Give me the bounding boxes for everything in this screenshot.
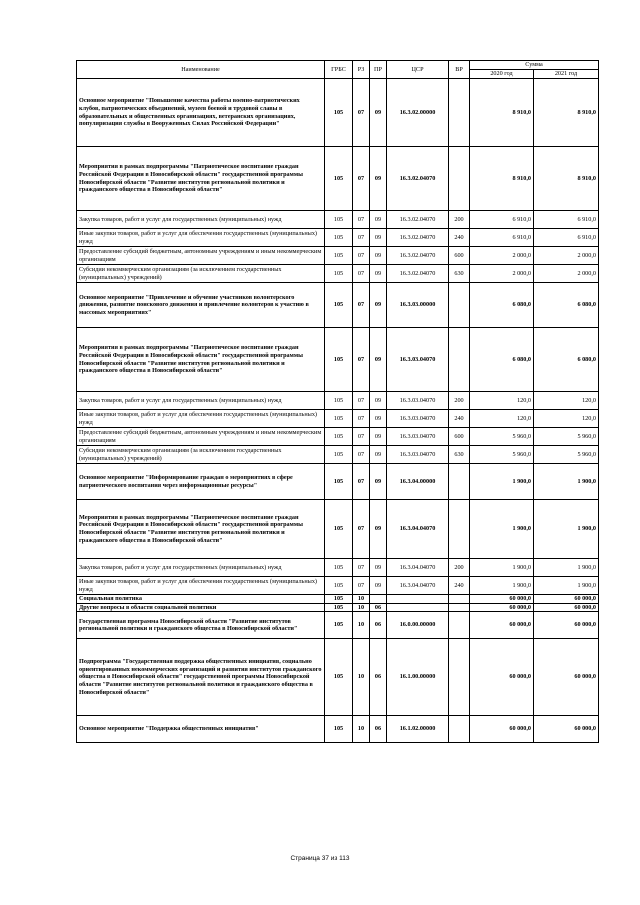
cell-rz: 10 [353,603,370,612]
cell-csr: 16.1.02.00000 [387,716,449,743]
cell-pr: 09 [370,229,387,247]
cell-grbs: 105 [325,639,353,716]
cell-grbs: 105 [325,446,353,464]
cell-sum-2021: 6 910,0 [534,211,599,229]
cell-name: Субсидии некоммерческим организациям (за исключением государственных (муниципальных) учреждений) [77,446,325,464]
cell-name: Другие вопросы в области социальной политики [77,603,325,612]
cell-grbs: 105 [325,147,353,211]
cell-vr: 630 [449,265,470,283]
cell-name: Мероприятия в рамках подпрограммы "Патриотическое воспитание граждан Российской Федерации в Новосибирской области" государственной программы Новосибирской области "Развитие институтов региональной политики и гражданского общества в Новосибирской области" [77,328,325,392]
cell-sum-2021: 120,0 [534,392,599,410]
cell-grbs: 105 [325,79,353,147]
cell-sum-2020: 1 900,0 [470,500,534,559]
cell-sum-2021: 60 000,0 [534,612,599,639]
cell-grbs: 105 [325,211,353,229]
table-row [77,639,599,716]
cell-pr: 09 [370,265,387,283]
cell-sum-2020: 60 000,0 [470,595,534,604]
cell-csr [387,603,449,612]
cell-sum-2020: 2 000,0 [470,265,534,283]
cell-pr: 09 [370,211,387,229]
cell-sum-2020: 2 000,0 [470,247,534,265]
cell-vr: 600 [449,428,470,446]
cell-rz: 07 [353,328,370,392]
cell-rz: 07 [353,247,370,265]
table-row [77,559,599,577]
cell-vr [449,595,470,604]
col-header-2021: 2021 год [534,70,599,79]
cell-vr [449,603,470,612]
cell-grbs: 105 [325,229,353,247]
table-row [77,464,599,500]
cell-rz: 07 [353,577,370,595]
cell-name: Основное мероприятие "Привлечение и обучение участников волонтерского движения, развитие поискового движения и привлечение волонтеров к участию в массовых мероприятиях" [77,283,325,328]
cell-vr: 600 [449,247,470,265]
cell-pr [370,595,387,604]
cell-sum-2020: 8 910,0 [470,147,534,211]
cell-grbs: 105 [325,577,353,595]
cell-sum-2021: 2 000,0 [534,265,599,283]
table-row [77,265,599,283]
cell-sum-2020: 60 000,0 [470,716,534,743]
cell-name: Основное мероприятие "Повышение качества работы военно-патриотических клубов, патриотических объединений, музеев боевой и трудовой славы в образовательных и общественных организациях, ветеранских организациях, популяризация службы в Вооруженных Силах Российской Федерации" [77,79,325,147]
cell-csr: 16.3.04.04070 [387,577,449,595]
cell-sum-2020: 1 900,0 [470,577,534,595]
cell-sum-2020: 60 000,0 [470,639,534,716]
table-row [77,283,599,328]
cell-name: Закупка товаров, работ и услуг для государственных (муниципальных) нужд [77,559,325,577]
cell-pr: 09 [370,500,387,559]
cell-pr: 06 [370,639,387,716]
cell-grbs: 105 [325,595,353,604]
cell-rz: 10 [353,716,370,743]
cell-vr [449,328,470,392]
col-header-rz: РЗ [353,61,370,79]
table-row [77,595,599,604]
cell-vr [449,464,470,500]
cell-csr: 16.3.03.04070 [387,428,449,446]
cell-pr: 09 [370,392,387,410]
cell-name: Иные закупки товаров, работ и услуг для обеспечения государственных (муниципальных) нужд [77,410,325,428]
page-number: Страница 37 из 113 [290,855,350,862]
cell-grbs: 105 [325,464,353,500]
cell-sum-2021: 1 900,0 [534,559,599,577]
cell-grbs: 105 [325,410,353,428]
cell-csr: 16.3.02.04070 [387,147,449,211]
cell-sum-2021: 60 000,0 [534,639,599,716]
cell-name: Предоставление субсидий бюджетным, автономным учреждениям и иным некоммерческим организациям [77,428,325,446]
cell-sum-2020: 6 080,0 [470,328,534,392]
cell-pr: 09 [370,410,387,428]
cell-vr [449,639,470,716]
col-header-csr: ЦСР [387,61,449,79]
cell-rz: 07 [353,500,370,559]
cell-vr: 240 [449,229,470,247]
table-row [77,392,599,410]
cell-sum-2021: 1 900,0 [534,577,599,595]
cell-pr: 09 [370,446,387,464]
cell-rz: 07 [353,428,370,446]
cell-sum-2020: 1 900,0 [470,464,534,500]
cell-vr [449,147,470,211]
budget-table [76,60,599,743]
col-header-grbs: ГРБС [325,61,353,79]
cell-sum-2020: 5 960,0 [470,428,534,446]
cell-sum-2021: 8 910,0 [534,147,599,211]
cell-name: Иные закупки товаров, работ и услуг для обеспечения государственных (муниципальных) нужд [77,229,325,247]
table-row [77,716,599,743]
cell-vr: 200 [449,392,470,410]
cell-pr: 09 [370,328,387,392]
cell-csr: 16.3.02.04070 [387,265,449,283]
cell-sum-2021: 1 900,0 [534,464,599,500]
table-row [77,211,599,229]
cell-sum-2021: 2 000,0 [534,247,599,265]
cell-sum-2020: 8 910,0 [470,79,534,147]
cell-sum-2020: 120,0 [470,410,534,428]
cell-csr: 16.3.03.04070 [387,410,449,428]
cell-grbs: 105 [325,247,353,265]
table-row [77,79,599,147]
cell-csr: 16.1.00.00000 [387,639,449,716]
cell-pr: 09 [370,559,387,577]
cell-rz: 07 [353,410,370,428]
cell-name: Основное мероприятие "Информирование граждан о мероприятиях в сфере патриотического воспитания через информационные ресурсы" [77,464,325,500]
cell-name: Социальная политика [77,595,325,604]
cell-csr: 16.0.00.00000 [387,612,449,639]
cell-sum-2021: 1 900,0 [534,500,599,559]
table-row [77,577,599,595]
cell-rz: 07 [353,464,370,500]
cell-name: Государственная программа Новосибирской области "Развитие институтов региональной политики и гражданского общества в Новосибирской области" [77,612,325,639]
cell-sum-2021: 60 000,0 [534,595,599,604]
cell-sum-2020: 6 910,0 [470,229,534,247]
cell-grbs: 105 [325,603,353,612]
cell-csr: 16.3.04.04070 [387,559,449,577]
cell-sum-2021: 8 910,0 [534,79,599,147]
cell-sum-2021: 60 000,0 [534,716,599,743]
cell-name: Основное мероприятие "Поддержка общественных инициатив" [77,716,325,743]
cell-grbs: 105 [325,265,353,283]
cell-sum-2020: 1 900,0 [470,559,534,577]
cell-rz: 07 [353,392,370,410]
cell-name: Подпрограмма "Государственная поддержка общественных инициатив, социально ориентированных некоммерческих организаций и развития институтов гражданского общества в Новосибирской области" государственной программы Новосибирской области "Развитие институтов региональной политики и гражданского общества в Новосибирской области" [77,639,325,716]
cell-rz: 07 [353,229,370,247]
cell-sum-2021: 6 910,0 [534,229,599,247]
cell-grbs: 105 [325,428,353,446]
cell-rz: 10 [353,639,370,716]
col-header-sum: Сумма [470,61,599,70]
cell-name: Мероприятия в рамках подпрограммы "Патриотическое воспитание граждан Российской Федерации в Новосибирской области" государственной программы Новосибирской области "Развитие институтов региональной политики и гражданского общества в Новосибирской области" [77,500,325,559]
cell-vr [449,612,470,639]
table-body [77,79,599,743]
cell-rz: 07 [353,446,370,464]
cell-grbs: 105 [325,392,353,410]
cell-sum-2021: 6 080,0 [534,283,599,328]
cell-pr: 06 [370,612,387,639]
cell-vr [449,283,470,328]
cell-grbs: 105 [325,283,353,328]
cell-csr [387,595,449,604]
cell-csr: 16.3.03.04070 [387,328,449,392]
cell-csr: 16.3.02.04070 [387,211,449,229]
cell-sum-2021: 120,0 [534,410,599,428]
table-row [77,500,599,559]
cell-name: Закупка товаров, работ и услуг для государственных (муниципальных) нужд [77,392,325,410]
cell-sum-2020: 120,0 [470,392,534,410]
table-row [77,147,599,211]
cell-rz: 07 [353,283,370,328]
cell-grbs: 105 [325,500,353,559]
cell-name: Закупка товаров, работ и услуг для государственных (муниципальных) нужд [77,211,325,229]
cell-name: Иные закупки товаров, работ и услуг для обеспечения государственных (муниципальных) нужд [77,577,325,595]
table-row [77,229,599,247]
cell-pr: 06 [370,716,387,743]
cell-vr [449,716,470,743]
table-row [77,247,599,265]
cell-name: Субсидии некоммерческим организациям (за исключением государственных (муниципальных) учреждений) [77,265,325,283]
cell-csr: 16.3.03.04070 [387,446,449,464]
cell-sum-2021: 6 080,0 [534,328,599,392]
cell-pr: 09 [370,247,387,265]
col-header-pr: ПР [370,61,387,79]
cell-sum-2020: 6 080,0 [470,283,534,328]
cell-rz: 07 [353,559,370,577]
col-header-vr: ВР [449,61,470,79]
cell-sum-2020: 5 960,0 [470,446,534,464]
cell-vr: 240 [449,577,470,595]
cell-vr: 630 [449,446,470,464]
cell-pr: 09 [370,577,387,595]
cell-pr: 09 [370,428,387,446]
cell-sum-2021: 5 960,0 [534,446,599,464]
table-header [77,61,599,79]
cell-sum-2021: 60 000,0 [534,603,599,612]
cell-csr: 16.3.04.00000 [387,464,449,500]
cell-vr: 200 [449,559,470,577]
cell-grbs: 105 [325,716,353,743]
col-header-name: Наименование [77,61,325,79]
cell-grbs: 105 [325,328,353,392]
table-row [77,603,599,612]
cell-rz: 07 [353,79,370,147]
cell-rz: 07 [353,265,370,283]
cell-csr: 16.3.04.04070 [387,500,449,559]
cell-pr: 09 [370,464,387,500]
cell-rz: 10 [353,612,370,639]
cell-pr: 06 [370,603,387,612]
cell-name: Мероприятия в рамках подпрограммы "Патриотическое воспитание граждан Российской Федерации в Новосибирской области" государственной программы Новосибирской области "Развитие институтов региональной политики и гражданского общества в Новосибирской области" [77,147,325,211]
cell-csr: 16.3.02.00000 [387,79,449,147]
cell-csr: 16.3.02.04070 [387,229,449,247]
table-row [77,328,599,392]
cell-sum-2020: 60 000,0 [470,603,534,612]
cell-grbs: 105 [325,612,353,639]
cell-csr: 16.3.02.04070 [387,247,449,265]
cell-vr [449,79,470,147]
cell-csr: 16.3.03.00000 [387,283,449,328]
table-row [77,446,599,464]
cell-csr: 16.3.03.04070 [387,392,449,410]
cell-vr: 200 [449,211,470,229]
cell-sum-2021: 5 960,0 [534,428,599,446]
cell-pr: 09 [370,147,387,211]
cell-grbs: 105 [325,559,353,577]
cell-rz: 07 [353,211,370,229]
cell-sum-2020: 60 000,0 [470,612,534,639]
cell-sum-2020: 6 910,0 [470,211,534,229]
col-header-2020: 2020 год [470,70,534,79]
cell-name: Предоставление субсидий бюджетным, автономным учреждениям и иным некоммерческим организациям [77,247,325,265]
cell-rz: 10 [353,595,370,604]
table-row [77,612,599,639]
table-row [77,428,599,446]
cell-pr: 09 [370,79,387,147]
table-row [77,410,599,428]
cell-rz: 07 [353,147,370,211]
cell-vr: 240 [449,410,470,428]
cell-vr [449,500,470,559]
cell-pr: 09 [370,283,387,328]
